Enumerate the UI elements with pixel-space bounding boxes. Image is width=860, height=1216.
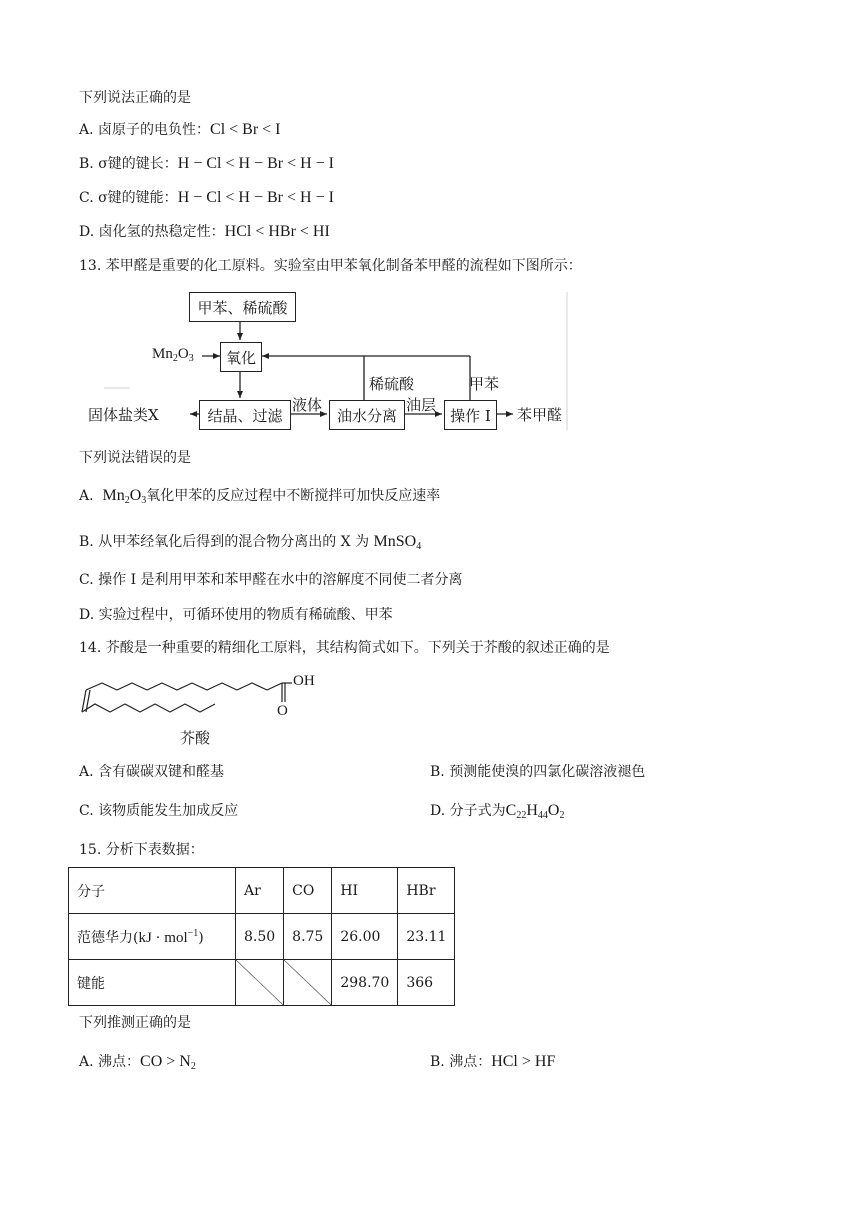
q12-option-c: C. σ键的键能：H − Cl < H − Br < H − I: [79, 189, 334, 206]
table-cell: 8.75: [284, 914, 332, 960]
q12-stem: 下列说法正确的是: [79, 90, 191, 106]
q12-option-b: B. σ键的键长：H − Cl < H − Br < H − I: [79, 155, 334, 172]
q13-option-b: B. 从甲苯经氧化后得到的混合物分离出的 X 为 MnSO$_4$: [79, 533, 422, 552]
structure-name: 芥酸: [180, 729, 211, 747]
q15-stem: 15. 分析下表数据：: [79, 842, 204, 858]
input-box: 甲苯、稀硫酸: [189, 292, 296, 322]
table-row: [69, 868, 455, 914]
benzaldehyde-label: 苯甲醛: [517, 406, 563, 424]
table-cell-empty: [284, 960, 332, 1006]
table-cell-empty: [236, 960, 284, 1006]
table-cell: 范德华力(kJ · mol$^{-1}$): [69, 914, 236, 960]
mn2o3-label: $Mn_2O_3$: [152, 346, 194, 364]
q12-option-a: A. 卤原子的电负性：Cl < Br < I: [79, 121, 281, 138]
q13-option-c: C. 操作 I 是利用甲苯和苯甲醛在水中的溶解度不同使二者分离: [79, 572, 463, 588]
q14-option-d: D. 分子式为$C_{22}H_{44}O_2$: [430, 802, 565, 821]
table-cell: 26.00: [332, 914, 398, 960]
q13-option-d: D. 实验过程中，可循环使用的物质有稀硫酸、甲苯: [79, 607, 393, 623]
oil-layer-label: 油层: [406, 396, 437, 414]
table-cell: 8.50: [236, 914, 284, 960]
q14-option-b: B. 预测能使溴的四氯化碳溶液褪色: [430, 764, 646, 780]
table-cell: HBr: [398, 868, 455, 914]
data-table: [68, 867, 455, 1006]
q15-option-a: A. 沸点：CO > $N_2$: [79, 1053, 196, 1072]
table-cell: 366: [398, 960, 455, 1006]
q14-option-c: C. 该物质能发生加成反应: [79, 803, 239, 819]
table-cell: HI: [332, 868, 398, 914]
table-cell: CO: [284, 868, 332, 914]
q13-stem: 13. 苯甲醛是重要的化工原料。实验室由甲苯氧化制备苯甲醛的流程如下图所示：: [79, 258, 582, 274]
q13-stem2: 下列说法错误的是: [79, 450, 191, 466]
diagonal-slash: [236, 960, 283, 1005]
dilute-acid-label: 稀硫酸: [369, 375, 415, 393]
operation-box: 操作 I: [444, 400, 497, 430]
crystallize-box: 结晶、过滤: [199, 400, 291, 430]
q15-stem2: 下列推测正确的是: [79, 1015, 191, 1031]
table-cell: 分子: [69, 868, 236, 914]
separation-box: 油水分离: [329, 400, 405, 430]
table-row: [69, 960, 455, 1006]
diagonal-slash: [284, 960, 331, 1005]
toluene-label: 甲苯: [469, 375, 500, 393]
carbonyl-o-label: O: [277, 703, 288, 719]
oxidize-box: 氧化: [220, 342, 262, 372]
q14-stem: 14. 芥酸是一种重要的精细化工原料，其结构简式如下。下列关于芥酸的叙述正确的是: [79, 640, 610, 656]
q13-option-a: A. $Mn_2O_3$氧化甲苯的反应过程中不断搅拌可加快反应速率: [79, 487, 441, 506]
q15-option-b: B. 沸点：HCl > HF: [430, 1053, 556, 1070]
q14-option-a: A. 含有碳碳双键和醛基: [79, 764, 225, 780]
solid-salt-label: 固体盐类X: [88, 406, 159, 424]
q12-option-d: D. 卤化氢的热稳定性：HCl < HBr < HI: [79, 223, 330, 240]
table-cell: 键能: [69, 960, 236, 1006]
table-cell: 298.70: [332, 960, 398, 1006]
table-cell: 23.11: [398, 914, 455, 960]
hydroxyl-label: OH: [293, 673, 315, 689]
liquid-label: 液体: [292, 396, 323, 414]
table-cell: Ar: [236, 868, 284, 914]
table-row: [69, 914, 455, 960]
